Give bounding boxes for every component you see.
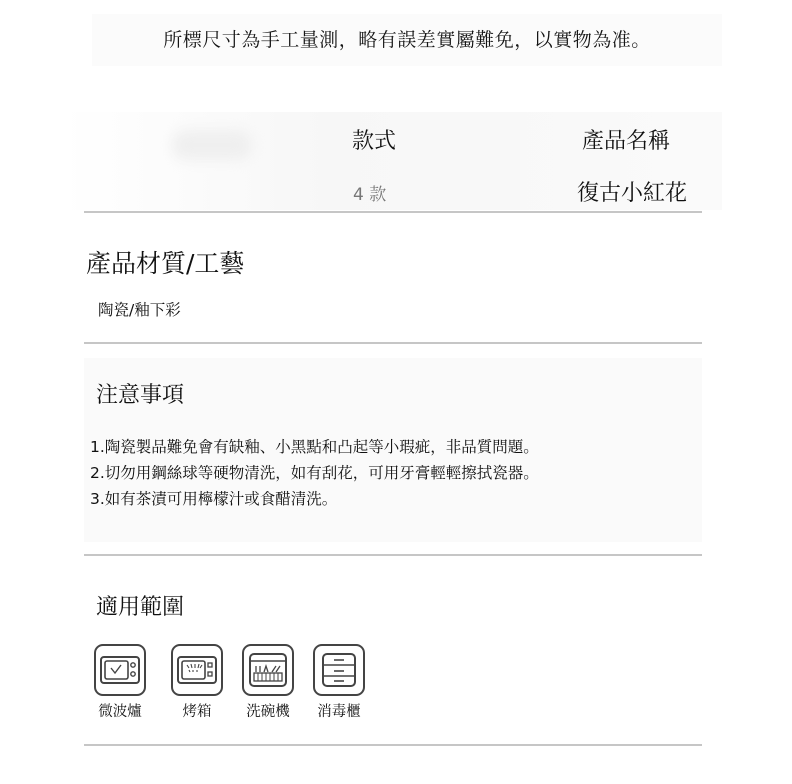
style-value: 4 款 [353, 185, 387, 205]
applicable-label: 微波爐 [98, 704, 142, 720]
divider [84, 744, 702, 746]
applicable-item-microwave [91, 644, 149, 721]
divider [84, 554, 702, 556]
dishwasher-icon [242, 644, 294, 696]
notes-title: 注意事項 [96, 383, 185, 408]
product-name-header: 產品名稱 [582, 129, 671, 154]
product-name-value: 復古小紅花 [577, 181, 688, 206]
sterilizer-cabinet-icon [313, 644, 365, 696]
material-value: 陶瓷/釉下彩 [98, 301, 181, 319]
microwave-icon [94, 644, 146, 696]
applicable-item-dishwasher [239, 644, 297, 721]
applicable-label: 洗碗機 [246, 704, 290, 720]
material-section [84, 226, 702, 338]
oven-icon [171, 644, 223, 696]
divider [84, 211, 702, 213]
applicable-item-oven [168, 644, 226, 721]
applicable-item-sterilizer [310, 644, 368, 721]
notice-text: 所標尺寸為手工量測，略有誤差實屬難免，以實物為准。 [163, 29, 651, 51]
faded-product-image [172, 130, 252, 160]
divider [84, 342, 702, 344]
applicable-title: 適用範圍 [96, 595, 185, 620]
notes-section [84, 358, 702, 542]
notice-banner [92, 14, 722, 66]
applicable-label: 消毒櫃 [317, 704, 361, 720]
applicable-label: 烤箱 [182, 704, 212, 720]
note-item: 2.切勿用鋼絲球等硬物清洗，如有刮花，可用牙膏輕輕擦拭瓷器。 [90, 464, 539, 482]
spec-table [62, 112, 722, 210]
note-item: 3.如有茶漬可用檸檬汁或食醋清洗。 [90, 490, 338, 508]
style-header: 款式 [352, 129, 397, 154]
note-item: 1.陶瓷製品難免會有缺釉、小黑點和凸起等小瑕疵，非品質問題。 [90, 438, 539, 456]
material-title: 產品材質/工藝 [86, 249, 245, 278]
